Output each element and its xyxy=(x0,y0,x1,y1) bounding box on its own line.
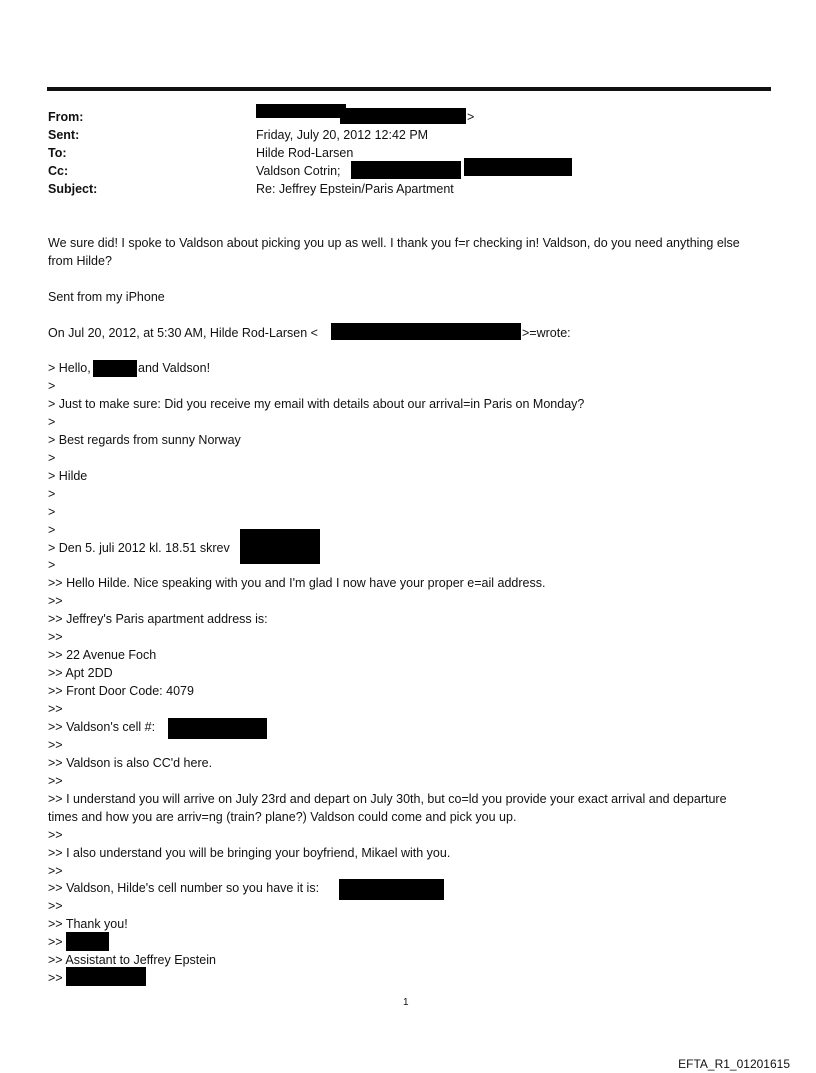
sent-value: Friday, July 20, 2012 12:42 PM xyxy=(256,128,429,142)
redaction-box xyxy=(93,360,137,377)
redaction-box xyxy=(240,529,320,564)
quote-marker: >> xyxy=(48,594,63,608)
quote-line: > Hilde xyxy=(48,469,88,483)
quote-line: >> Apt 2DD xyxy=(48,666,113,680)
redaction-box xyxy=(256,104,346,118)
quote-marker: > xyxy=(48,415,56,429)
quote-line: >> I also understand you will be bringing your boyfriend, Mikael with you. xyxy=(48,846,451,860)
redaction-box xyxy=(66,932,109,951)
quote-line: > Just to make sure: Did you receive my email with details about our arrival=in Paris on Monday? xyxy=(48,397,585,411)
from-label: From: xyxy=(48,110,84,124)
redaction-box xyxy=(168,718,267,739)
redaction-box xyxy=(464,158,572,176)
quote-marker: >> xyxy=(48,774,63,788)
quote-line: >> Assistant to Jeffrey Epstein xyxy=(48,953,216,967)
quote-intro-suffix: >=wrote: xyxy=(522,326,571,340)
quote-marker: > xyxy=(48,451,56,465)
quote-marker: >> xyxy=(48,702,63,716)
page-number: 1 xyxy=(403,997,409,1008)
quote-marker: >> xyxy=(48,630,63,644)
redaction-box xyxy=(351,161,461,179)
redaction-box xyxy=(339,879,444,900)
body-paragraph: We sure did! I spoke to Valdson about picking you up as well. I thank you f=r checking in! Valdson, do you need anything else from Hilde? xyxy=(48,236,740,268)
quote-line: >> 22 Avenue Foch xyxy=(48,648,157,662)
quote-line: >> Hello Hilde. Nice speaking with you and I'm glad I now have your proper e=ail address. xyxy=(48,576,546,590)
to-value: Hilde Rod-Larsen xyxy=(256,146,354,160)
quote-hello-a: > Hello, xyxy=(48,361,91,375)
quote-marker: >> xyxy=(48,828,63,842)
quote-line: >> Valdson is also CC'd here. xyxy=(48,756,213,770)
quote-marker: > xyxy=(48,379,56,393)
quote-intro-prefix: On Jul 20, 2012, at 5:30 AM, Hilde Rod-Larsen < xyxy=(48,326,318,340)
redaction-box xyxy=(66,967,146,986)
document-id: EFTA_R1_01201615 xyxy=(678,1057,790,1071)
quote-line: > Best regards from sunny Norway xyxy=(48,433,241,447)
quote-marker: >> xyxy=(48,899,63,913)
quote-marker: >> xyxy=(48,971,63,985)
quote-marker: >> xyxy=(48,864,63,878)
redaction-box xyxy=(331,323,521,340)
subject-value: Re: Jeffrey Epstein/Paris Apartment xyxy=(256,182,454,196)
quote-line: >> Front Door Code: 4079 xyxy=(48,684,194,698)
quote-line: > Den 5. juli 2012 kl. 18.51 skrev xyxy=(48,541,230,555)
quote-marker: > xyxy=(48,487,56,501)
sent-from-line: Sent from my iPhone xyxy=(48,290,165,304)
from-tail: > xyxy=(467,110,475,124)
cc-label: Cc: xyxy=(48,164,69,178)
sent-label: Sent: xyxy=(48,128,80,142)
to-label: To: xyxy=(48,146,67,160)
header-rule xyxy=(47,87,771,91)
quote-line: >> Valdson's cell #: xyxy=(48,720,156,734)
quote-line: >> Thank you! xyxy=(48,917,128,931)
subject-label: Subject: xyxy=(48,182,98,196)
quote-line: >> Jeffrey's Paris apartment address is: xyxy=(48,612,268,626)
redaction-box xyxy=(340,108,466,124)
quote-line: >> I understand you will arrive on July 23rd and depart on July 30th, but co=ld you provide your exact arrival and departure times and how you are arriv=ng (train? plane?) Valdson could come and pick you up. xyxy=(48,792,727,824)
quote-marker: > xyxy=(48,523,56,537)
quote-marker: >> xyxy=(48,738,63,752)
quote-marker: >> xyxy=(48,935,63,949)
cc-value: Valdson Cotrin; xyxy=(256,164,341,178)
quote-marker: > xyxy=(48,505,56,519)
quote-hello-b: and Valdson! xyxy=(138,361,211,375)
quote-marker: > xyxy=(48,558,56,572)
quote-line: >> Valdson, Hilde's cell number so you have it is: xyxy=(48,881,320,895)
